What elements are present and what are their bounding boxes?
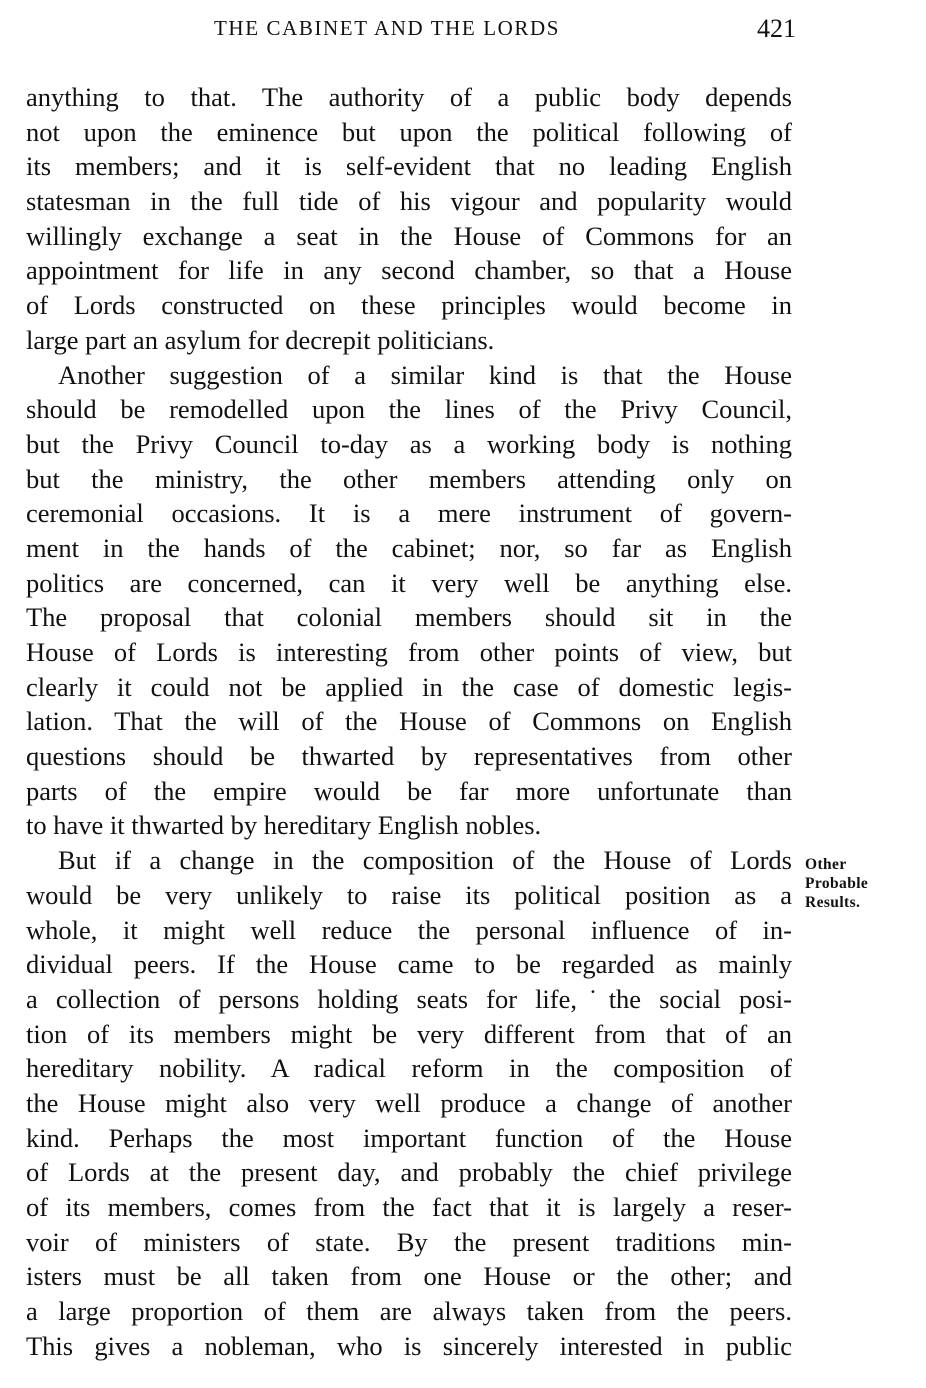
paragraph-start-line: But if a change in the composition of the House of Lords	[58, 845, 792, 876]
page-number: 421	[757, 14, 796, 43]
text-line: a collection of persons holding seats for life,˙the social posi-	[26, 983, 792, 1014]
text-line: anything to that. The authority of a public body depends	[26, 82, 792, 112]
text-line: of Lords constructed on these principles would become in	[26, 290, 792, 321]
text-line: statesman in the full tide of his vigour and popularity would	[26, 186, 792, 217]
text-line: large part an asylum for decrepit politicians.	[26, 324, 495, 355]
text-line: dividual peers. If the House came to be regarded as mainly	[26, 949, 792, 980]
text-line: willingly exchange a seat in the House of Commons for an	[26, 220, 792, 251]
text-line: but the Privy Council to-day as a working body is nothing	[26, 428, 792, 459]
text-line: of Lords at the present day, and probably the chief privilege	[26, 1157, 792, 1188]
text-line: The proposal that colonial members should sit in the	[26, 602, 792, 633]
text-line: the House might also very well produce a change of another	[26, 1087, 792, 1118]
marginal-note	[805, 855, 915, 912]
text-line: not upon the eminence but upon the political following of	[26, 116, 792, 147]
text-line: lation. That the will of the House of Commons on English	[26, 706, 792, 737]
marginal-note-line: Results.	[805, 894, 861, 911]
text-line: voir of ministers of state. By the present traditions min-	[26, 1226, 792, 1257]
text-line: parts of the empire would be far more unfortunate than	[26, 775, 792, 806]
text-line: of its members, comes from the fact that it is largely a reser-	[26, 1192, 792, 1222]
text-line: questions should be thwarted by representatives from other	[26, 741, 792, 772]
text-line: a large proportion of them are always taken from the peers.	[26, 1296, 792, 1327]
text-line: politics are concerned, can it very well be anything else.	[26, 567, 792, 598]
text-line: isters must be all taken from one House or the other; and	[26, 1261, 792, 1292]
text-line: hereditary nobility. A radical reform in the composition of	[26, 1053, 792, 1084]
text-line: House of Lords is interesting from other points of view, but	[26, 637, 792, 667]
text-line: ment in the hands of the cabinet; nor, so far as English	[26, 532, 792, 563]
text-line: ceremonial occasions. It is a mere instrument of govern-	[26, 498, 792, 529]
text-line: its members; and it is self-evident that no leading English	[26, 151, 792, 182]
text-line: appointment for life in any second chamber, so that a House	[26, 255, 792, 286]
text-line: whole, it might well reduce the personal influence of in-	[26, 914, 792, 945]
text-line: would be very unlikely to raise its political position as a	[26, 879, 792, 910]
text-line: kind. Perhaps the most important function of the House	[26, 1122, 792, 1153]
marginal-note-line: Probable	[805, 875, 869, 892]
paragraph-start-line: Another suggestion of a similar kind is that the House	[58, 359, 792, 390]
text-line: tion of its members might be very different from that of an	[26, 1018, 792, 1049]
text-line: but the ministry, the other members attending only on	[26, 463, 792, 494]
body-text	[26, 80, 792, 1363]
text-line: clearly it could not be applied in the case of domestic legis-	[26, 671, 792, 702]
text-line: to have it thwarted by hereditary English nobles.	[26, 810, 542, 841]
marginal-note-line: Other	[805, 856, 847, 873]
text-line: This gives a nobleman, who is sincerely interested in public	[26, 1330, 792, 1361]
running-head	[26, 14, 796, 54]
text-line: should be remodelled upon the lines of the Privy Council,	[26, 394, 792, 425]
running-title: THE CABINET AND THE LORDS	[214, 16, 561, 40]
